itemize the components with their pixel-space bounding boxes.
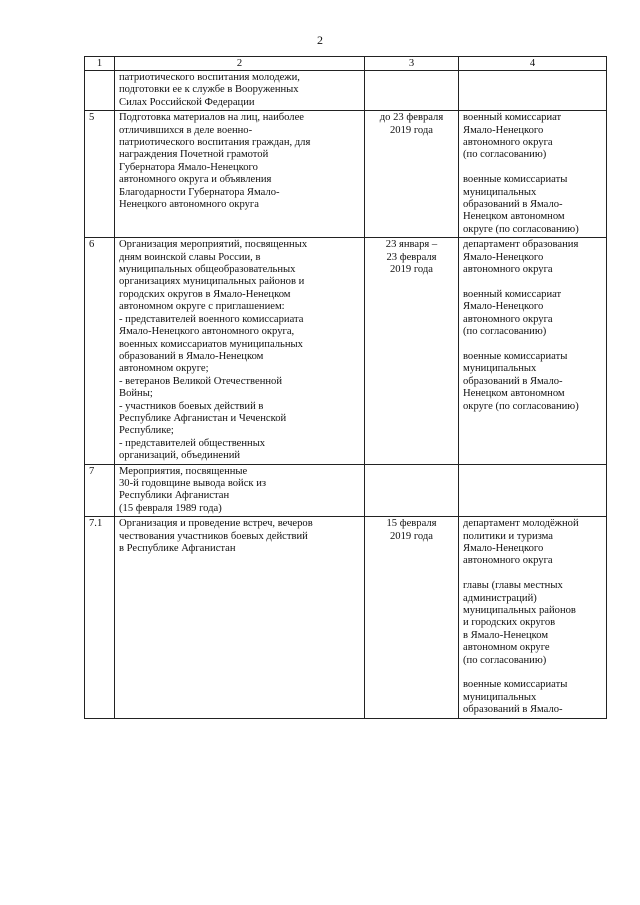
cell-text-line: (по согласованию) <box>463 149 547 161</box>
page-number: 2 <box>317 33 323 47</box>
cell-text-line <box>463 162 602 174</box>
events-table <box>84 56 607 719</box>
table-header-row <box>85 57 607 71</box>
cell-text-line: автономном округе <box>463 642 550 654</box>
cell-text-line: Губернатора Ямало-Ненецкого <box>119 161 258 173</box>
cell-text-line: 30-й годовщине вывода войск из <box>119 477 267 489</box>
cell-text-line: в Республике Афганистан <box>119 543 236 555</box>
cell-text-line: - представителей военного комиссариата <box>119 313 304 325</box>
header-cell-4: 4 <box>459 57 607 71</box>
cell-text-line: до 23 февраля <box>379 112 444 124</box>
cell-text-line: политики и туризма <box>463 530 553 542</box>
cell-text-line: организаций, объединений <box>119 450 241 462</box>
table-row <box>85 238 607 464</box>
event-cell <box>115 464 365 517</box>
cell-text-line: городских округов в Ямало-Ненецком <box>119 288 291 300</box>
date-cell <box>365 464 459 517</box>
cell-text-line: департамент образования <box>463 239 579 251</box>
cell-text-line: округе (по согласованию) <box>463 223 579 235</box>
cell-text-line: (по согласованию) <box>463 326 547 338</box>
cell-text-line <box>463 667 602 679</box>
cell-text-line: - участников боевых действий в <box>119 400 264 412</box>
responsible-cell <box>459 517 607 718</box>
cell-text-line: Силах Российской Федерации <box>119 96 255 108</box>
cell-text-line: Мероприятия, посвященные <box>119 465 248 477</box>
cell-text-line: образований в Ямало-Ненецком <box>119 350 264 362</box>
cell-text-line: автономного округа <box>463 555 553 567</box>
cell-text-line: автономном округе с приглашением: <box>119 301 285 313</box>
date-cell <box>365 71 459 111</box>
cell-text-line: военный комиссариат <box>463 288 562 300</box>
table-row <box>85 517 607 718</box>
cell-text-line: (15 февраля 1989 года) <box>119 502 222 514</box>
cell-text-line: 23 февраля <box>386 251 437 263</box>
cell-text-line: автономного округа <box>463 313 553 325</box>
date-cell <box>365 111 459 238</box>
cell-text-line <box>463 568 602 580</box>
cell-text-line: - ветеранов Великой Отечественной <box>119 375 283 387</box>
cell-text-line: награждения Почетной грамотой <box>119 149 269 161</box>
cell-text-line: Благодарности Губернатора Ямало- <box>119 186 280 198</box>
cell-text-line: Ненецком автономном <box>463 388 565 400</box>
responsible-cell <box>459 111 607 238</box>
row-number-cell: 7.1 <box>85 517 115 718</box>
header-cell-3: 3 <box>365 57 459 71</box>
cell-text-line: 23 января – <box>385 239 438 251</box>
cell-text-line: Ямало-Ненецкого <box>463 543 544 555</box>
cell-text-line: Ненецкого автономного округа <box>119 199 259 211</box>
row-number-cell <box>85 71 115 111</box>
cell-text-line: автономного округа <box>463 264 553 276</box>
cell-text-line: патриотического воспитания граждан, для <box>119 137 311 149</box>
cell-text-line: военные комиссариаты <box>463 174 568 186</box>
event-cell <box>115 71 365 111</box>
cell-text-line: Республике Афганистан и Чеченской <box>119 412 287 424</box>
cell-text-line: организациях муниципальных районов и <box>119 276 305 288</box>
cell-text-line: муниципальных <box>463 691 537 703</box>
cell-text-line: и городских округов <box>463 617 556 629</box>
cell-text-line: автономном округе; <box>119 363 209 375</box>
cell-text-line: образований в Ямало- <box>463 375 563 387</box>
cell-text-line: муниципальных районов <box>463 605 576 617</box>
cell-text-line: Войны; <box>119 388 153 400</box>
event-cell <box>115 111 365 238</box>
cell-text-line: отличившихся в деле военно- <box>119 124 253 136</box>
cell-text-line: патриотического воспитания молодежи, <box>119 72 300 83</box>
cell-text-line: муниципальных общеобразовательных <box>119 264 296 276</box>
cell-text-line <box>463 276 602 288</box>
cell-text-line: 2019 года <box>389 264 433 276</box>
row-number-cell: 5 <box>85 111 115 238</box>
cell-text-line: Организация и проведение встреч, вечеров <box>119 518 313 530</box>
cell-text-line: военных комиссариатов муниципальных <box>119 338 303 350</box>
responsible-cell <box>459 464 607 517</box>
cell-text-line: главы (главы местных <box>463 580 563 592</box>
cell-text-line: образований в Ямало- <box>463 199 563 211</box>
event-cell <box>115 238 365 464</box>
header-cell-2: 2 <box>115 57 365 71</box>
cell-text-line: автономного округа <box>463 137 553 149</box>
header-cell-1: 1 <box>85 57 115 71</box>
cell-text-line: военный комиссариат <box>463 112 562 124</box>
cell-text-line: дням воинской славы России, в <box>119 251 261 263</box>
cell-text-line <box>463 339 602 351</box>
cell-text-line: военные комиссариаты <box>463 679 568 691</box>
cell-text-line: подготовки ее к службе в Вооруженных <box>119 84 299 96</box>
cell-text-line: Республики Афганистан <box>119 490 230 502</box>
cell-text-line: администраций) <box>463 592 537 604</box>
table-row <box>85 71 607 111</box>
cell-text-line: чествования участников боевых действий <box>119 530 308 542</box>
cell-text-line: муниципальных <box>463 186 537 198</box>
cell-text-line: 2019 года <box>389 124 433 136</box>
event-cell <box>115 517 365 718</box>
cell-text-line: Организация мероприятий, посвященных <box>119 239 308 251</box>
cell-text-line: Подготовка материалов на лиц, наиболее <box>119 112 305 124</box>
cell-text-line: в Ямало-Ненецком <box>463 629 549 641</box>
table-row <box>85 111 607 238</box>
cell-text-line: военные комиссариаты <box>463 350 568 362</box>
date-cell <box>365 238 459 464</box>
row-number-cell: 6 <box>85 238 115 464</box>
cell-text-line: (по согласованию) <box>463 654 547 666</box>
cell-text-line: автономного округа и объявления <box>119 174 272 186</box>
cell-text-line: 2019 года <box>389 530 433 542</box>
row-number-cell: 7 <box>85 464 115 517</box>
cell-text-line: департамент молодёжной <box>463 518 579 530</box>
cell-text-line: муниципальных <box>463 363 537 375</box>
cell-text-line: Ненецком автономном <box>463 211 565 223</box>
cell-text-line: Ямало-Ненецкого <box>463 251 544 263</box>
cell-text-line: Республике; <box>119 425 174 437</box>
table-row <box>85 464 607 517</box>
cell-text-line: образований в Ямало- <box>463 704 563 716</box>
cell-text-line: округе (по согласованию) <box>463 400 579 412</box>
cell-text-line: Ямало-Ненецкого <box>463 124 544 136</box>
cell-text-line: 15 февраля <box>386 518 437 530</box>
date-cell <box>365 517 459 718</box>
cell-text-line: - представителей общественных <box>119 437 266 449</box>
cell-text-line: Ямало-Ненецкого автономного округа, <box>119 326 295 338</box>
responsible-cell <box>459 238 607 464</box>
cell-text-line: Ямало-Ненецкого <box>463 301 544 313</box>
responsible-cell <box>459 71 607 111</box>
